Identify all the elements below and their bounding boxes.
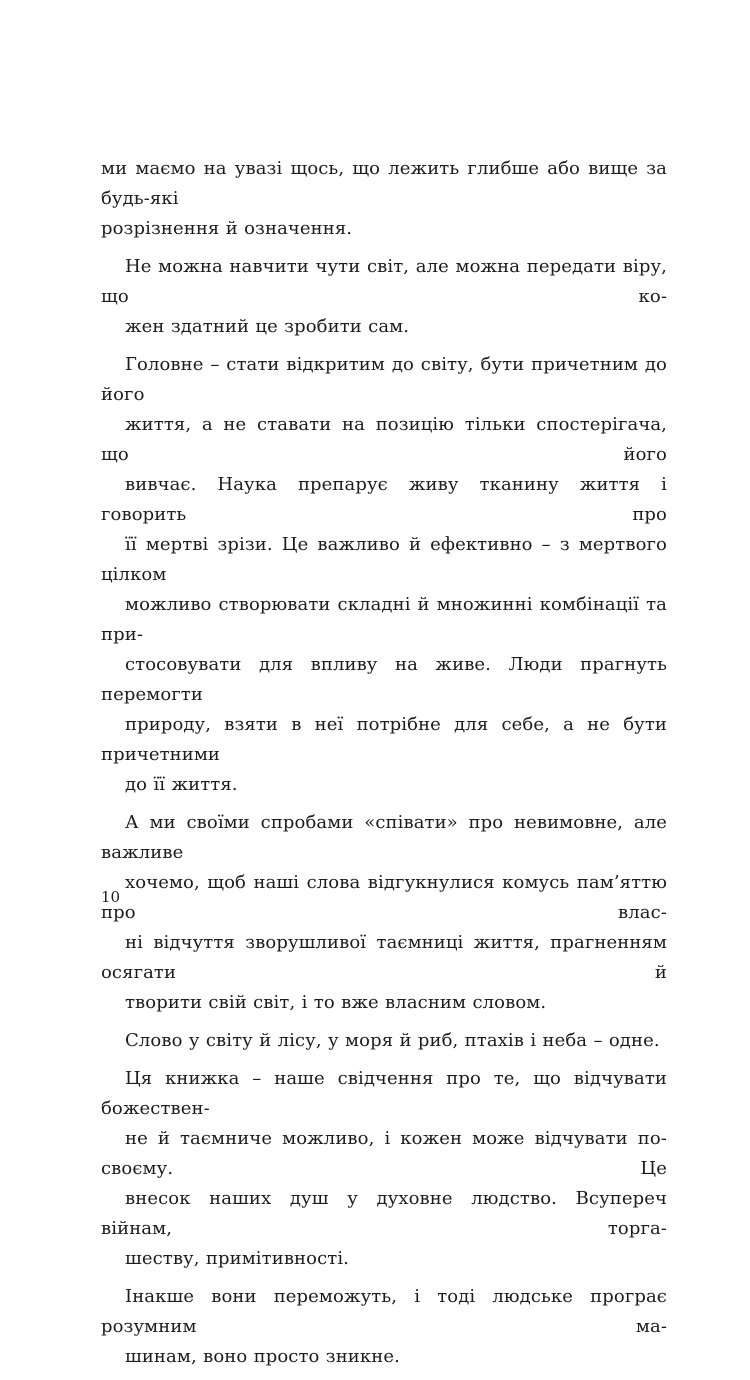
page-number: 10: [101, 888, 121, 906]
text-line: можливо створювати складні й множинні комбінації та при-: [101, 594, 667, 645]
body-text: [101, 154, 667, 1380]
text-line: ми маємо на увазі щось, що лежить глибше або вище за будь-які: [101, 158, 667, 209]
text-line: творити свій світ, і то вже власним словом.: [125, 992, 547, 1013]
text-line: до її життя.: [125, 774, 238, 795]
paragraph: [101, 1064, 667, 1274]
text-line: ні відчуття зворушливої таємниці життя, прагненням осягати й: [101, 932, 667, 983]
paragraph: [101, 252, 667, 342]
paragraph: [101, 808, 667, 1018]
text-line: її мертві зрізи. Це важливо й ефективно – з мертвого цілком: [101, 534, 667, 585]
text-line: Головне – стати відкритим до світу, бути причетним до його: [101, 354, 667, 405]
text-line: А ми своїми спробами «співати» про невимовне, але важливе: [101, 812, 667, 863]
text-line: жен здатний це зробити сам.: [125, 316, 410, 337]
text-line: вивчає. Наука препарує живу тканину життя і говорить про: [101, 474, 667, 525]
text-line: Ця книжка – наше свідчення про те, що відчувати божествен-: [101, 1068, 667, 1119]
text-line: не й таємниче можливо, і кожен може відчувати по-своєму. Це: [101, 1128, 667, 1179]
text-line: внесок наших душ у духовне людство. Всупереч війнам, торга-: [101, 1188, 667, 1239]
text-line: Не можна навчити чути світ, але можна передати віру, що ко-: [101, 256, 667, 307]
text-line: природу, взяти в неї потрібне для себе, а не бути причетними: [101, 714, 667, 765]
paragraph: [101, 1282, 667, 1372]
paragraph: [101, 350, 667, 800]
paragraph: [101, 1026, 667, 1056]
text-line: хочемо, щоб наші слова відгукнулися комусь пам’яттю про влас-: [101, 872, 667, 923]
text-line: Інакше вони переможуть, і тоді людське програє розумним ма-: [101, 1286, 667, 1337]
text-line: розрізнення й означення.: [101, 218, 353, 239]
text-line: шинам, воно просто зникне.: [125, 1346, 400, 1367]
text-line: Слово у світу й лісу, у моря й риб, птахів і неба – одне.: [125, 1030, 660, 1051]
text-line: стосовувати для впливу на живе. Люди прагнуть перемогти: [101, 654, 667, 705]
text-line: життя, а не ставати на позицію тільки спостерігача, що його: [101, 414, 667, 465]
text-line: шеству, примітивності.: [125, 1248, 350, 1269]
paragraph: [101, 154, 667, 244]
